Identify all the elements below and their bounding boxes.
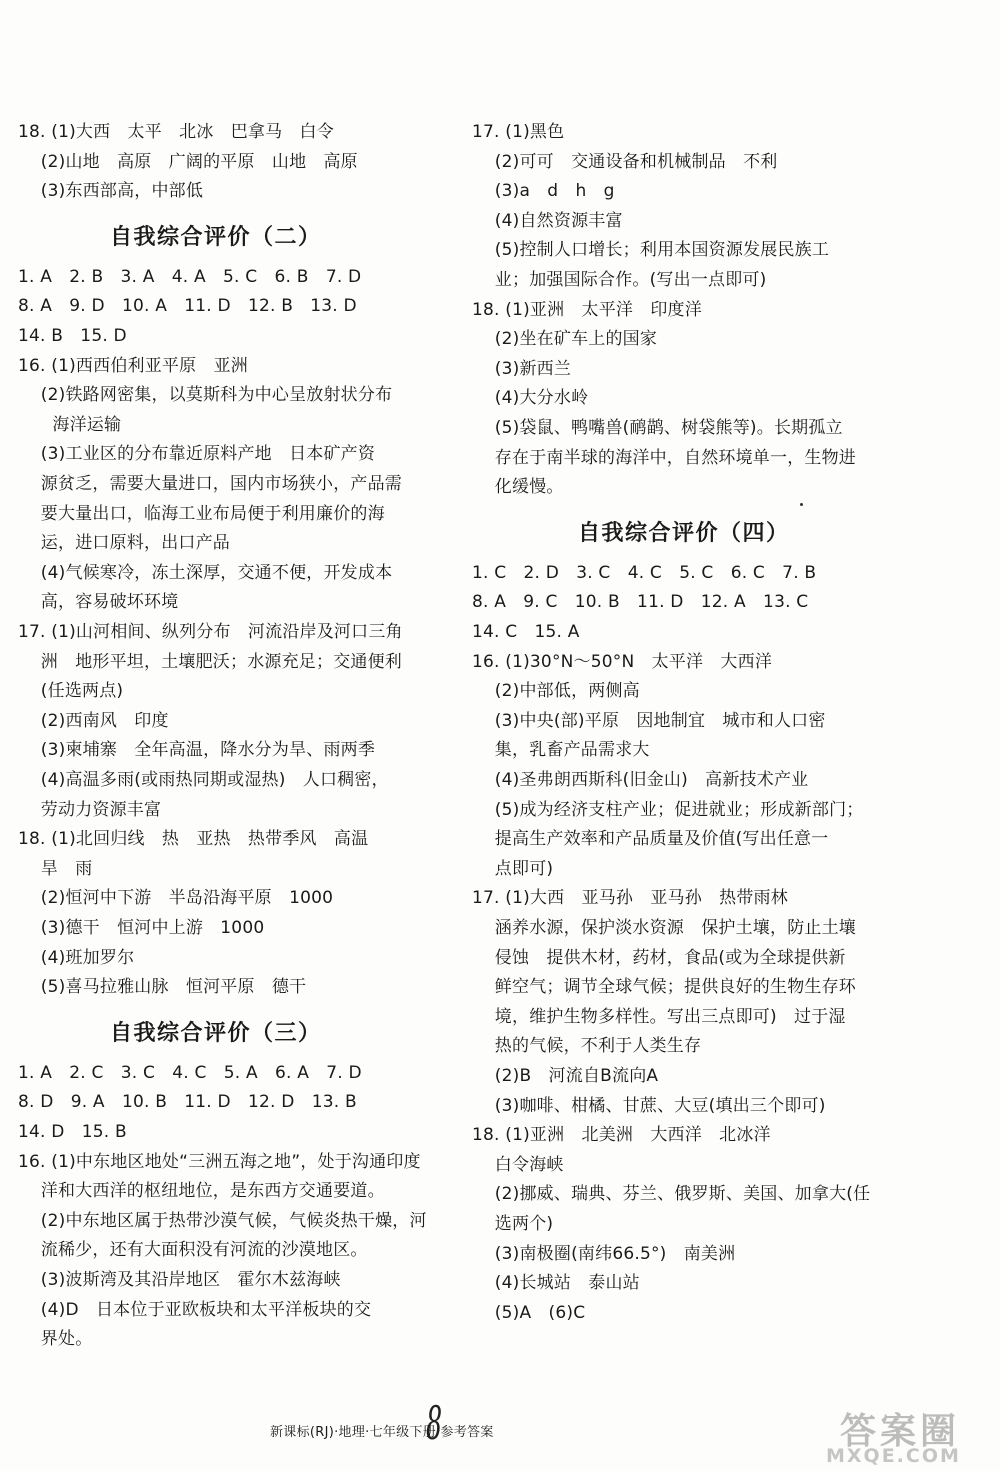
answer-line: (3)柬埔寨 全年高温，降水分为旱、雨两季: [18, 740, 376, 761]
answer-line: (5)A (6)C: [472, 1302, 586, 1323]
answer-line: (2)中东地区属于热带沙漠气候，气候炎热干燥，河: [18, 1210, 427, 1231]
answer-line: 18. (1)大西 太平 北冰 巴拿马 白令: [18, 122, 334, 142]
answer-line: 海洋运输: [18, 414, 122, 435]
answer-line: 境，维护生物多样性。写出三点即可) 过于湿: [472, 1006, 846, 1027]
answer-line: (4)长城站 泰山站: [472, 1273, 640, 1294]
answer-line: 18. (1)北回归线 热 亚热 热带季风 高温: [18, 829, 369, 850]
answer-line: 业；加强国际合作。(写出一点即可): [472, 270, 767, 290]
answer-line: 提高生产效率和产品质量及价值(写出任意一: [472, 829, 829, 850]
answer-line: (3)新西兰: [472, 358, 572, 379]
answer-line: 存在于南半球的海洋中，自然环境单一，生物进: [472, 447, 857, 468]
section-heading: 自我综合评价（四）: [578, 520, 790, 546]
footer-text: 新课标(RJ)·地理·七年级下册·参考答案: [270, 1425, 494, 1440]
answer-line: (3)a d h g: [472, 181, 615, 202]
answer-line: 1. C 2. D 3. C 4. C 5. C 6. C 7. B: [472, 562, 817, 583]
answer-line: 界处。: [18, 1329, 93, 1350]
answer-line: (任选两点): [18, 681, 124, 702]
answer-line: 17. (1)黑色: [472, 122, 565, 142]
answer-line: 1. A 2. C 3. C 4. C 5. A 6. A 7. D: [18, 1062, 362, 1083]
answer-line: 8. A 9. D 10. A 11. D 12. B 13. D: [18, 296, 357, 317]
answer-line: 高，容易破坏环境: [18, 592, 179, 613]
answer-line: (5)喜马拉雅山脉 恒河平原 德干: [18, 977, 307, 998]
answer-line: (5)成为经济支柱产业；促进就业；形成新部门；: [472, 799, 864, 820]
answer-line: (2)铁路网密集，以莫斯科为中心呈放射状分布: [18, 385, 393, 406]
answer-line: (3)咖啡、柑橘、甘蔗、大豆(填出三个即可): [472, 1095, 826, 1116]
answer-line: 14. D 15. B: [18, 1122, 127, 1142]
answer-line: 洲 地形平坦，土壤肥沃；水源充足；交通便利: [18, 651, 403, 672]
answer-line: 涵养水源，保护淡水资源 保护土壤，防止土壤: [472, 918, 857, 938]
answer-line: (2)坐在矿车上的国家: [472, 329, 658, 350]
answer-line: 16. (1)30°N～50°N 太平洋 大西洋: [472, 651, 773, 672]
answer-line: (5)控制人口增长；利用本国资源发展民族工: [472, 240, 830, 261]
answer-line: 14. B 15. D: [18, 326, 127, 346]
answer-line: (3)德干 恒河中上游 1000: [18, 918, 265, 938]
answer-line: (2)可可 交通设备和机械制品 不利: [472, 151, 778, 172]
answer-line: (4)自然资源丰富: [472, 210, 623, 231]
answer-line: (2)山地 高原 广阔的平原 山地 高原: [18, 151, 358, 172]
answer-line: 17. (1)大西 亚马孙 亚马孙 热带雨林: [472, 888, 788, 909]
answer-line: 侵蚀 提供木材，药材，食品(或为全球提供新: [472, 947, 846, 968]
answer-line: (4)班加罗尔: [18, 947, 135, 968]
answer-line: (4)D 日本位于亚欧板块和太平洋板块的交: [18, 1299, 372, 1320]
ink-speck: [800, 503, 803, 506]
answer-line: 运，进口原料，出口产品: [18, 533, 231, 554]
answer-line: 16. (1)中东地区地处“三洲五海之地”，处于沟通印度: [18, 1151, 421, 1172]
answer-line: 化缓慢。: [472, 477, 564, 498]
answer-line: (5)袋鼠、鸭嘴兽(鸸鹋、树袋熊等)。长期孤立: [472, 418, 843, 438]
answer-line: 8. A 9. C 10. B 11. D 12. A 13. C: [472, 592, 809, 613]
answer-line: (4)高温多雨(或雨热同期或湿热) 人口稠密，: [18, 770, 389, 790]
answer-line: (4)大分水岭: [472, 388, 589, 409]
answer-line: (4)圣弗朗西斯科(旧金山) 高新技术产业: [472, 770, 809, 790]
answer-line: 热的气候，不利于人类生存: [472, 1036, 702, 1057]
answer-line: (2)恒河中下游 半岛沿海平原 1000: [18, 888, 334, 909]
answer-line: 16. (1)西西伯利亚平原 亚洲: [18, 355, 248, 376]
answer-line: 点即可): [472, 858, 554, 879]
answer-line: (2)B 河流自B流向A: [472, 1066, 659, 1086]
answer-line: 集，乳畜产品需求大: [472, 740, 650, 761]
answer-line: 14. C 15. A: [472, 622, 580, 642]
answer-line: (2)挪威、瑞典、芬兰、俄罗斯、美国、加拿大(任: [472, 1184, 871, 1205]
answer-line: 白令海峡: [472, 1154, 564, 1175]
answer-line: 选两个): [472, 1214, 554, 1234]
watermark-url: MXQE.COM: [826, 1445, 961, 1467]
answer-line: (2)西南风 印度: [18, 710, 169, 731]
answer-line: 8. D 9. A 10. B 11. D 12. D 13. B: [18, 1092, 357, 1113]
watermark-title: 答案圈: [840, 1411, 961, 1452]
answer-line: (3)波斯湾及其沿岸地区 霍尔木兹海峡: [18, 1270, 341, 1290]
answer-line: (3)工业区的分布靠近原料产地 日本矿产资: [18, 444, 376, 465]
answer-line: (4)气候寒冷，冻土深厚，交通不便，开发成本: [18, 562, 393, 583]
answer-line: 1. A 2. B 3. A 4. A 5. C 6. B 7. D: [18, 266, 362, 287]
answer-line: 18. (1)亚洲 北美洲 大西洋 北冰洋: [472, 1125, 771, 1146]
answer-line: 洋和大西洋的枢纽地位，是东西方交通要道。: [18, 1181, 385, 1202]
section-heading: 自我综合评价（二）: [110, 224, 322, 250]
answer-line: 鲜空气；调节全球气候；提供良好的生物生存环: [472, 977, 857, 998]
page-number: 8: [426, 1396, 443, 1450]
answer-line: (3)南极圈(南纬66.5°) 南美洲: [472, 1243, 736, 1264]
watermark-logo: [800, 1395, 1000, 1471]
answer-line: 源贫乏，需要大量进口，国内市场狭小，产品需: [18, 474, 403, 494]
answer-line: 流稀少，还有大面积没有河流的沙漠地区。: [18, 1240, 368, 1261]
answer-line: 18. (1)亚洲 太平洋 印度洋: [472, 299, 702, 320]
answer-line: 要大量出口，临海工业布局便于利用廉价的海: [18, 503, 385, 524]
answer-line: 17. (1)山河相间、纵列分布 河流沿岸及河口三角: [18, 622, 403, 642]
answer-line: (3)东西部高，中部低: [18, 181, 204, 202]
answer-line: 旱 雨: [18, 858, 93, 879]
section-heading: 自我综合评价（三）: [110, 1020, 322, 1046]
answer-line: 劳动力资源丰富: [18, 799, 162, 820]
answer-line: (3)中央(部)平原 因地制宜 城市和人口密: [472, 710, 826, 731]
answer-line: (2)中部低，两侧高: [472, 681, 640, 702]
